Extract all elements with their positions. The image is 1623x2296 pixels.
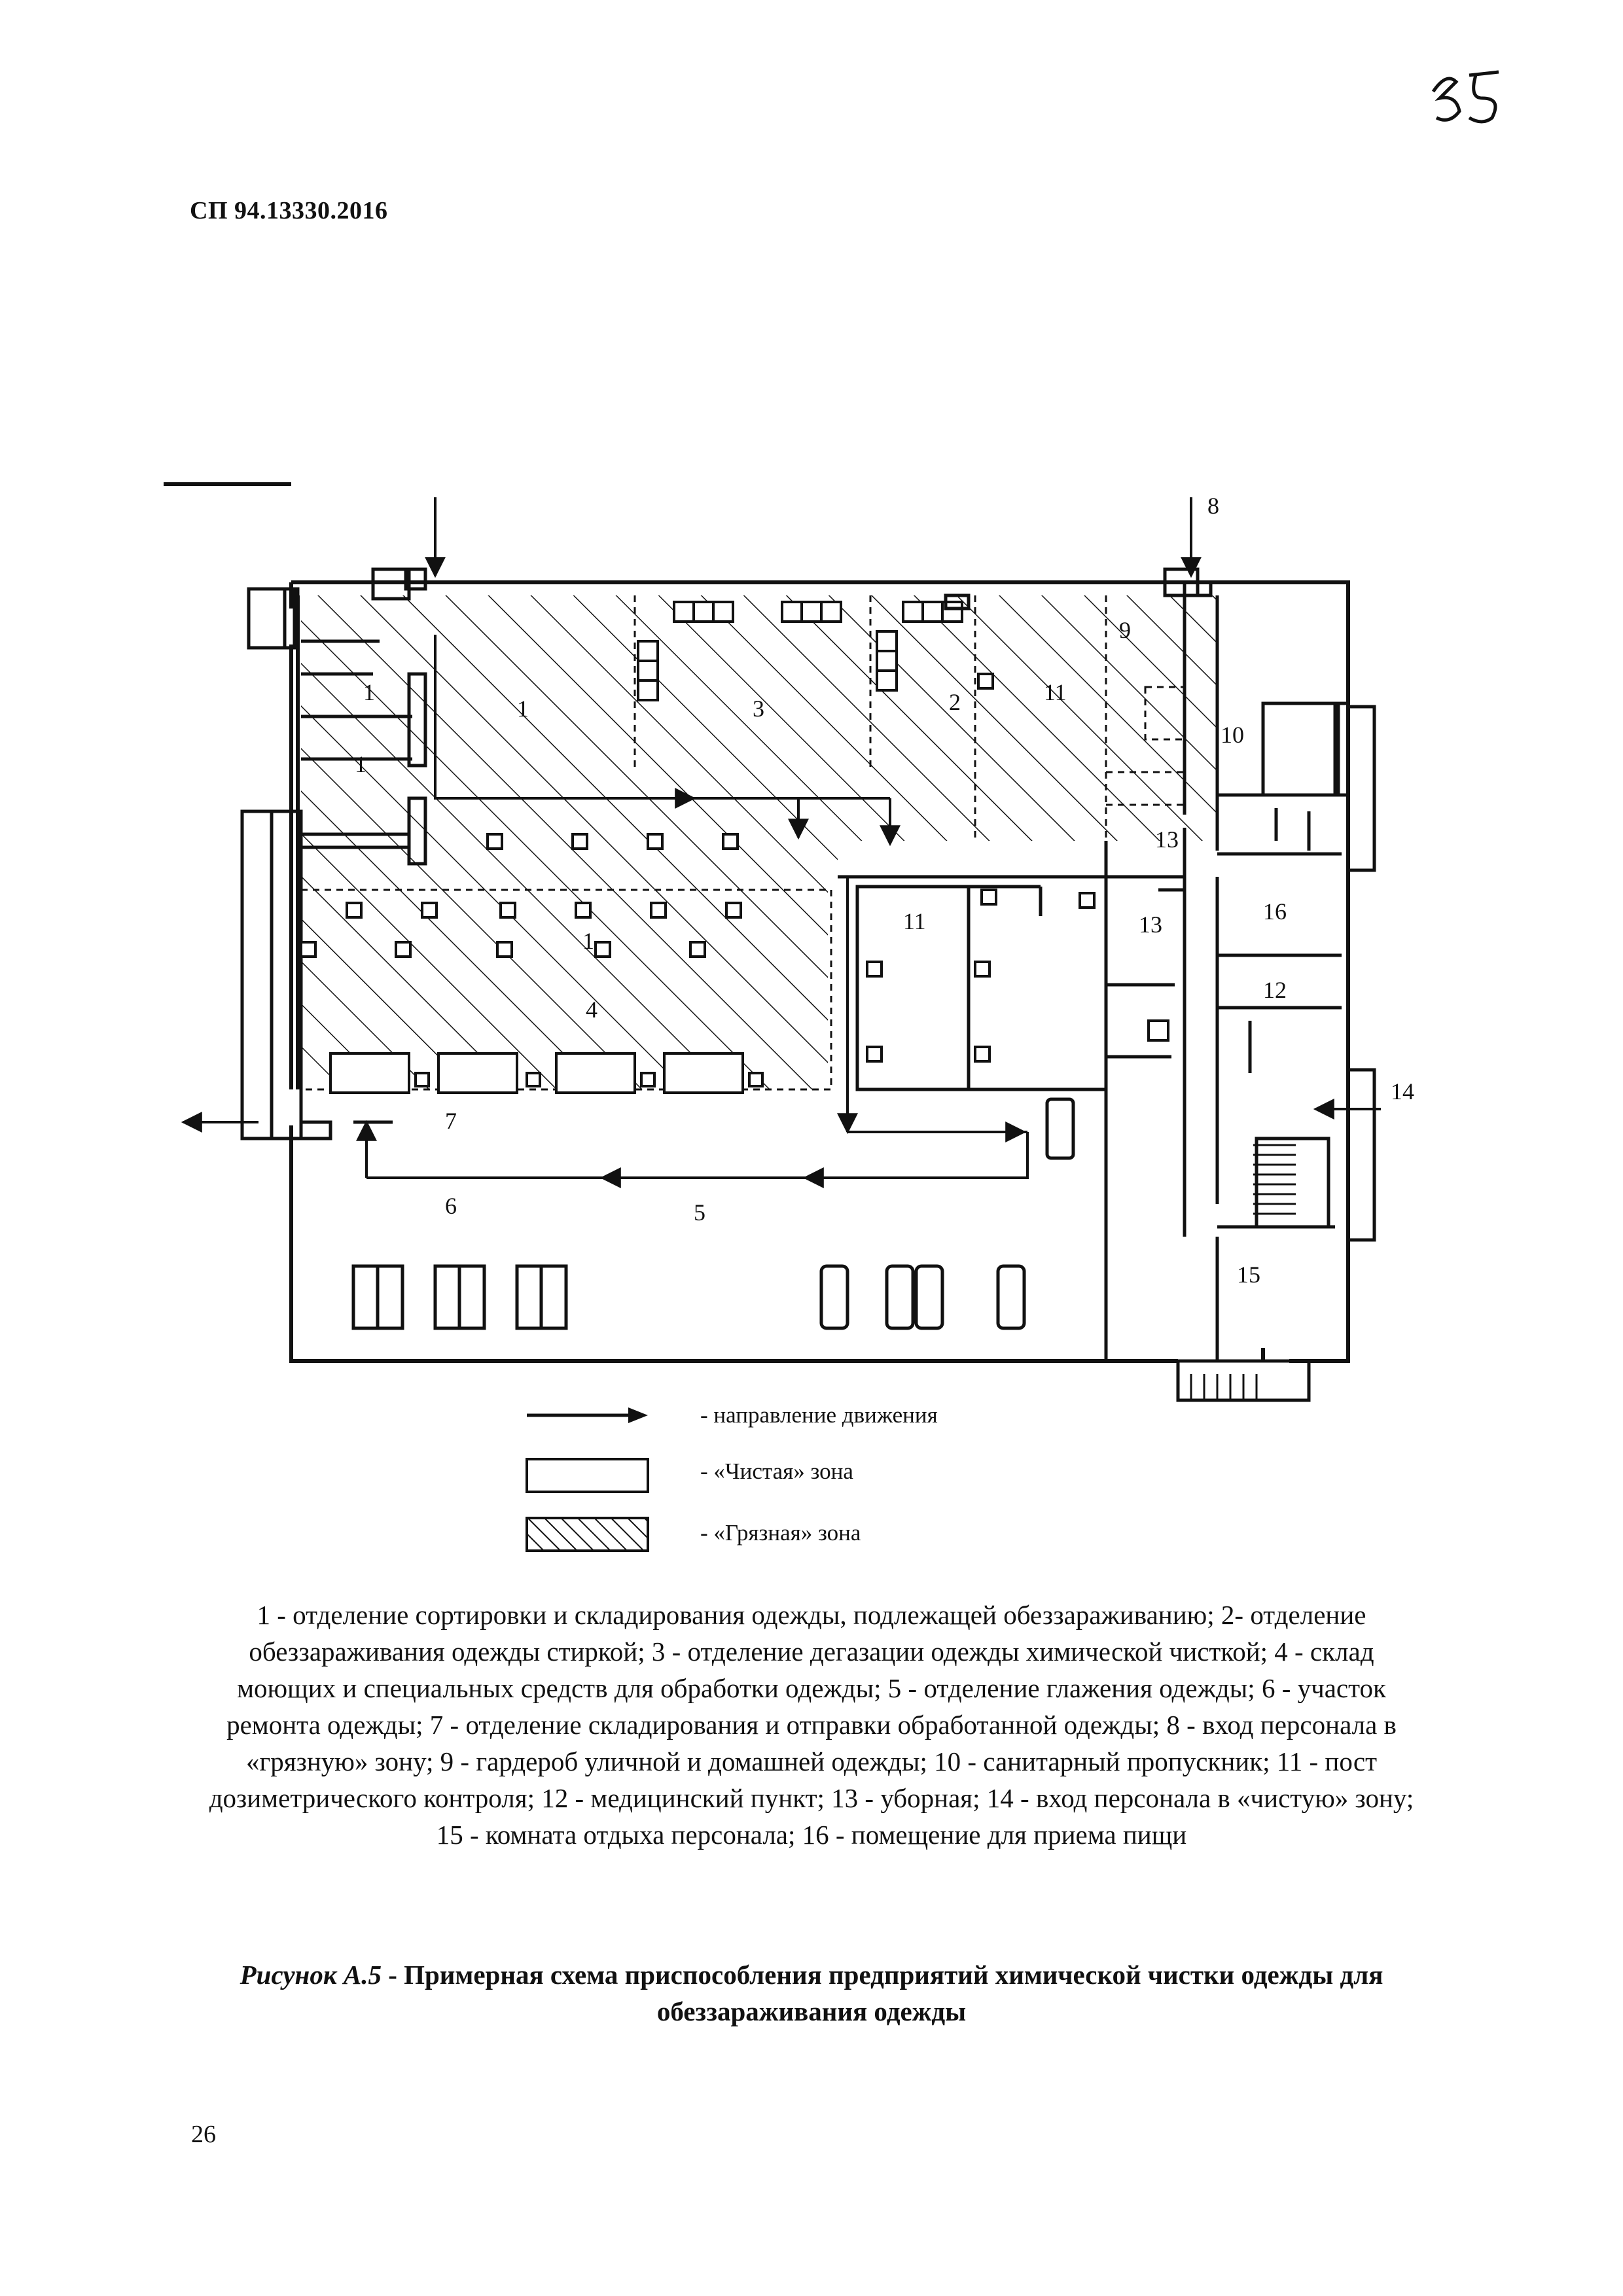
label-11a: 11 <box>1044 679 1067 705</box>
document-code: СП 94.13330.2016 <box>190 197 388 224</box>
label-10: 10 <box>1221 722 1244 748</box>
handwritten-number-text: 35 <box>1420 52 1421 53</box>
label-2: 2 <box>949 689 961 715</box>
legend-clean <box>524 1456 1113 1495</box>
handwritten-page-number <box>1420 52 1525 131</box>
arrow-icon <box>524 1397 654 1436</box>
label-7: 7 <box>445 1108 457 1134</box>
figure-title-text: - Примерная схема приспособления предприятий химической чистки одежды для обеззараживания одежды <box>381 1960 1383 2026</box>
label-15: 15 <box>1237 1262 1260 1288</box>
dirty-zone-sanitary <box>1194 595 1217 841</box>
dirty-zone-swatch <box>524 1515 654 1554</box>
label-12: 12 <box>1263 977 1287 1003</box>
label-1a: 1 <box>363 679 375 705</box>
label-9: 9 <box>1119 617 1131 643</box>
clean-zone-swatch <box>524 1456 654 1495</box>
figure-label: Рисунок А.5 <box>240 1960 382 1990</box>
label-6: 6 <box>445 1193 457 1219</box>
label-11b: 11 <box>903 908 926 934</box>
legend <box>524 1397 1113 1567</box>
label-5: 5 <box>694 1199 705 1226</box>
floor-plan <box>164 484 1414 1400</box>
legend-dirty-text: - «Грязная» зона <box>700 1520 861 1545</box>
page-number: 26 <box>191 2121 216 2148</box>
legend-direction <box>524 1397 1113 1436</box>
label-1d: 1 <box>582 928 594 954</box>
legend-dirty <box>524 1515 1113 1554</box>
label-4: 4 <box>586 997 597 1023</box>
label-1b: 1 <box>355 751 366 777</box>
label-13a: 13 <box>1155 826 1179 853</box>
label-16: 16 <box>1263 898 1287 925</box>
legend-clean-text: - «Чистая» зона <box>700 1458 853 1484</box>
label-14: 14 <box>1391 1078 1414 1104</box>
label-13b: 13 <box>1139 911 1162 938</box>
label-3: 3 <box>753 696 764 722</box>
figure-title <box>196 1956 1427 2030</box>
figure-legend-text: 1 - отделение сортировки и складирования одежды, подлежащей обеззараживанию; 2- отделение обеззараживания одежды стиркой; 3 - отделение дегазации одежды химической чисткой; 4 - склад моющих и специальных средств для обработки одежды; 5 - отделение глажения одежды; 6 - участок ремонта одежды; 7 - отделение складирования и отправки обработанной одежды; 8 - вход персонала в «грязную» зону; 9 - гардероб уличной и домашней одежды; 10 - санитарный пропускник; 11 - пост дозиметрического контроля; 12 - медицинский пункт; 13 - уборная; 14 - вход персонала в «чистую» зону; 15 - комната отдыха персонала; 16 - помещение для приема пищи <box>209 1600 1414 1850</box>
legend-direction-text: - направление движения <box>700 1402 938 1428</box>
label-8: 8 <box>1207 493 1219 519</box>
label-1c: 1 <box>517 696 529 722</box>
